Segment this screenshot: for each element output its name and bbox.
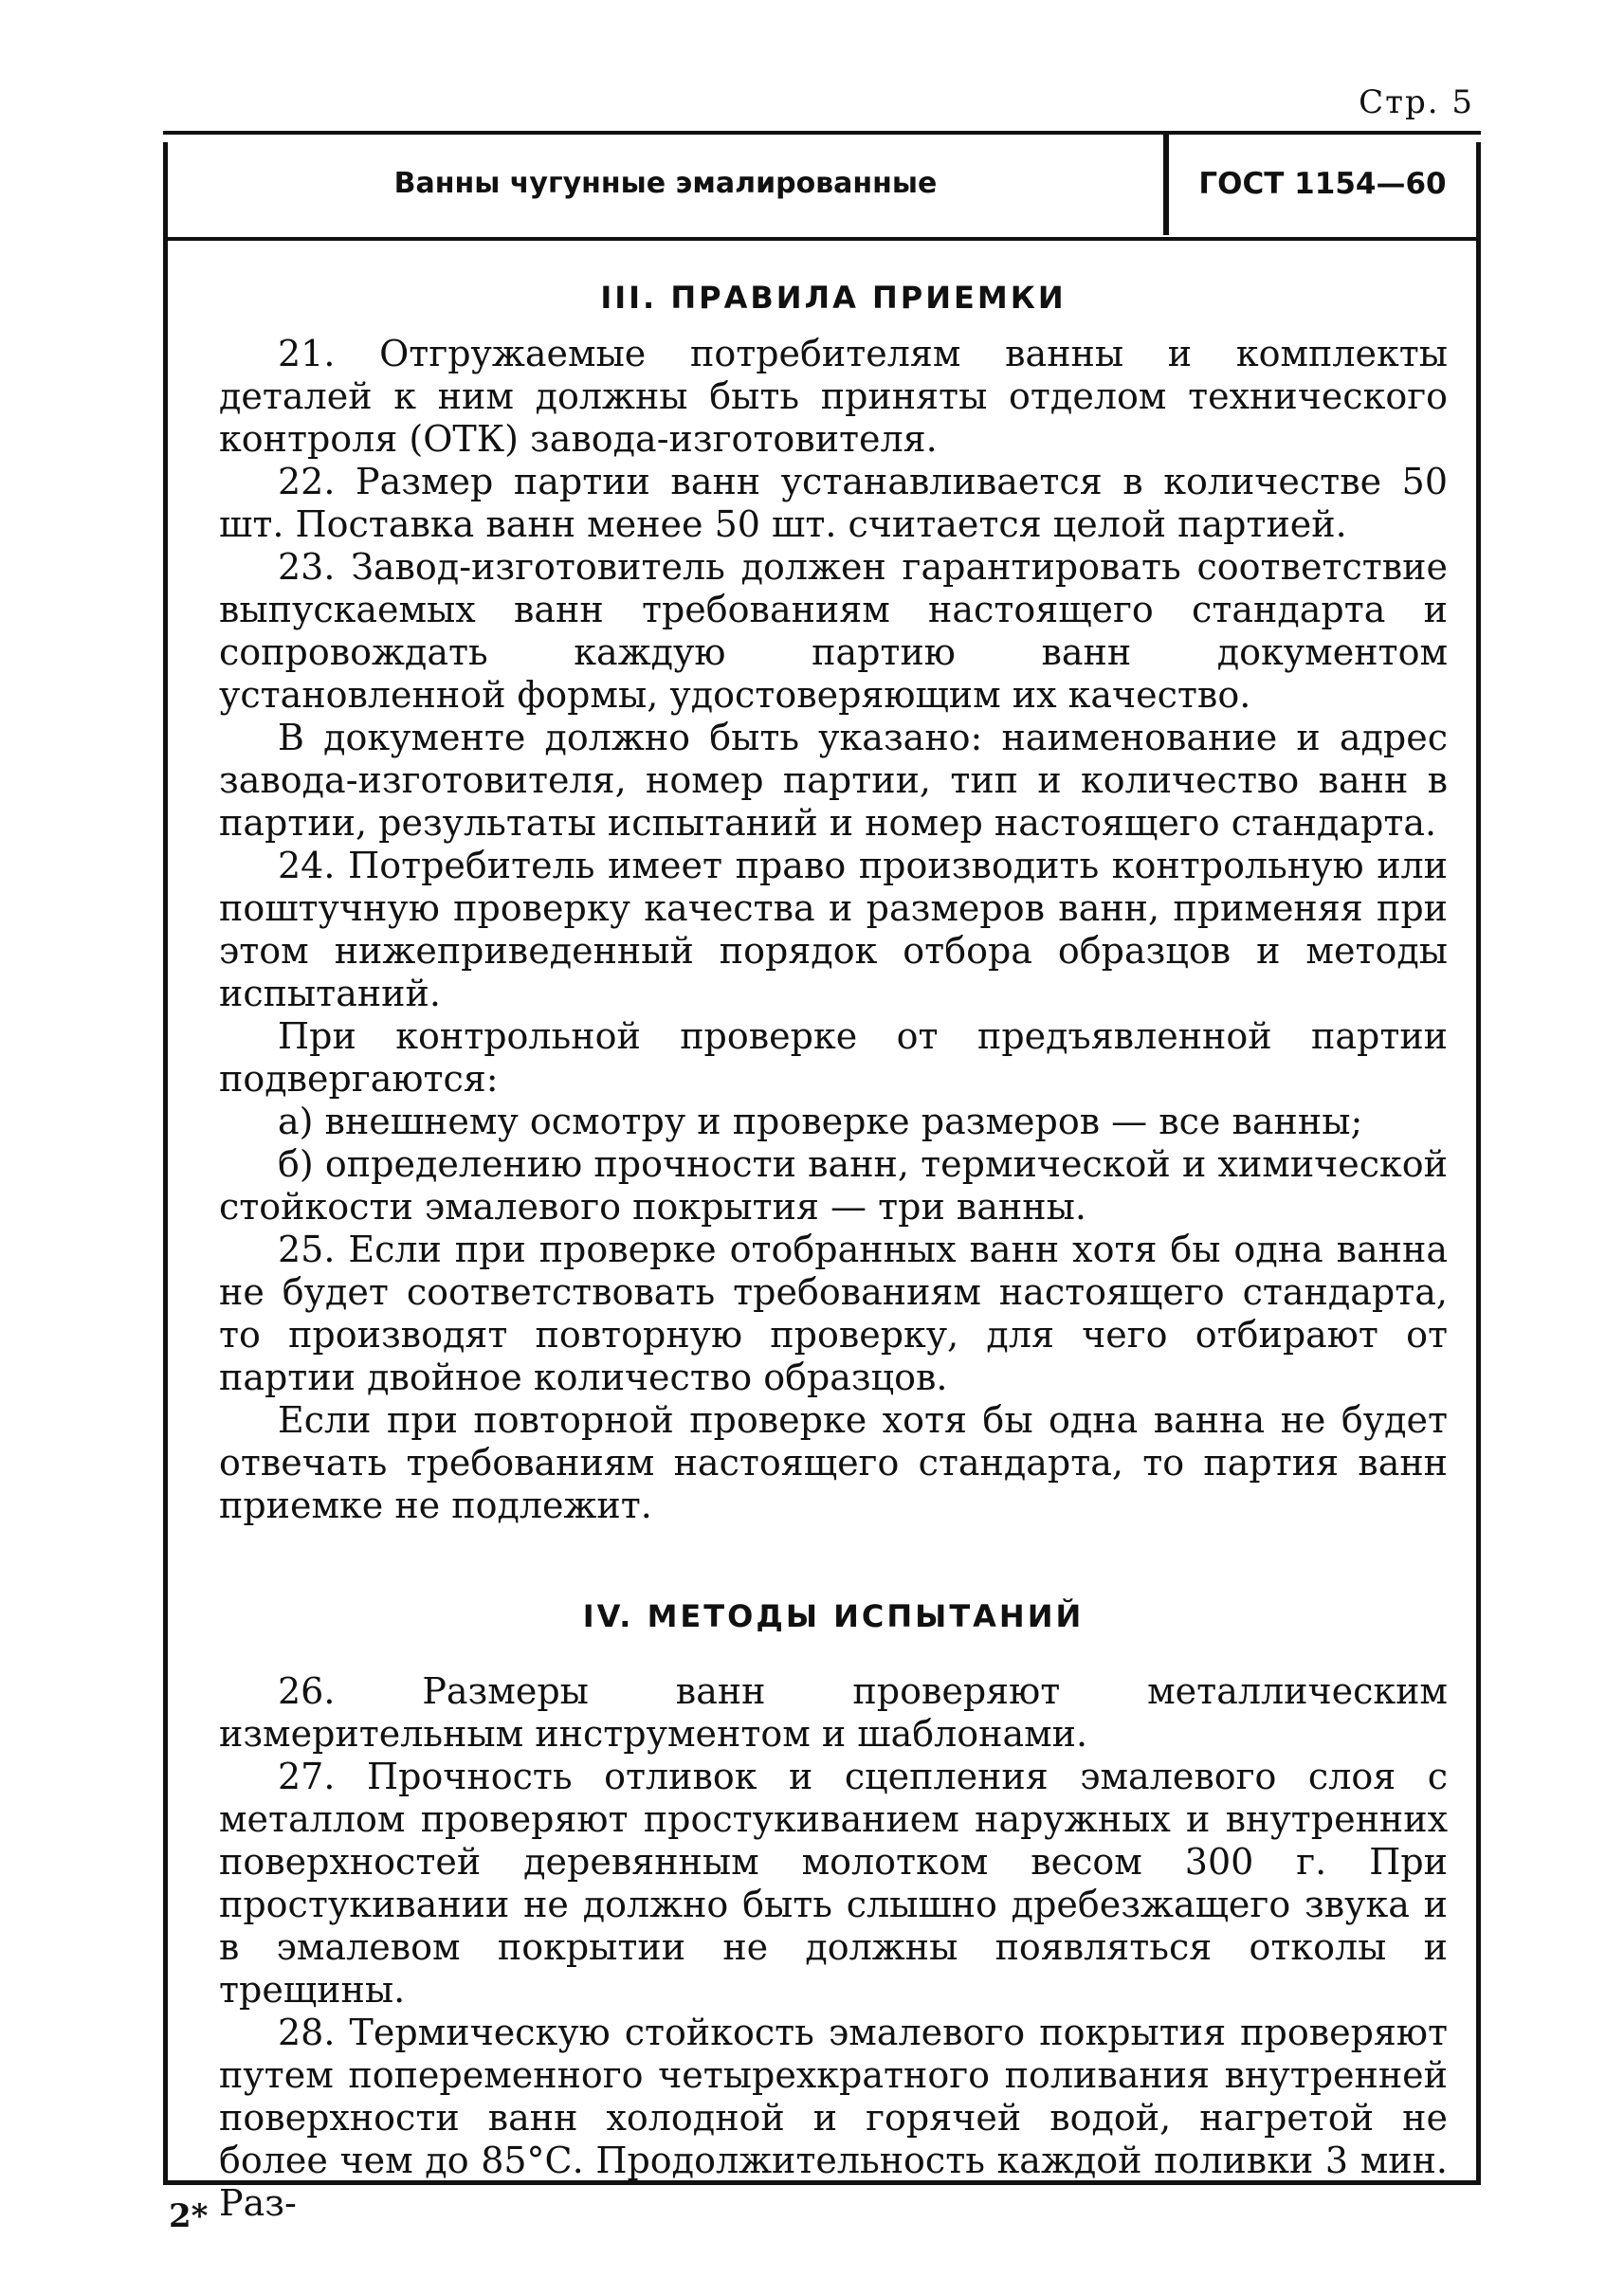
paragraph: 22. Размер партии ванн устанавливается в количестве 50 шт. Поставка ванн менее 50 шт. считается целой партией. [219, 461, 1448, 545]
list-item: б) определению прочности ванн, термической и химической стойкости эмалевого покрытия — три ванны. [219, 1143, 1448, 1228]
paragraph: 27. Прочность отливок и сцепления эмалевого слоя с металлом проверяют простукиванием наружных и внутренних поверхностей деревянным молотком весом 300 г. При простукивании не должно быть слышно дребезжащего звука и в эмалевом покрытии не должны появляться отколы и трещины. [219, 1756, 1448, 2011]
header-standard: ГОСТ 1154—60 [1198, 167, 1447, 201]
paragraph: 25. Если при проверке отобранных ванн хотя бы одна ванна не будет соответствовать требованиям настоящего стандарта, то производят повторную проверку, для чего отбирают от партии двойное количество образцов. [219, 1229, 1448, 1398]
section-title-test-methods: IV. МЕТОДЫ ИСПЫТАНИЙ [582, 1598, 1085, 1634]
page-frame [163, 142, 1481, 2224]
paragraph: 28. Термическую стойкость эмалевого покрытия проверяют путем попеременного четырехкратного поливания внутренней поверхности ванн холодной и горячей водой, нагретой не более чем до 85°С. Продолжительность каждой поливки 3 мин. Раз- [219, 2012, 1448, 2224]
section-title-acceptance: III. ПРАВИЛА ПРИЕМКИ [600, 280, 1067, 316]
paragraph: Если при повторной проверке хотя бы одна ванна не будет отвечать требованиям настоящего стандарта, то партия ванн приемке не подлежит. [219, 1399, 1448, 1526]
list-item: а) внешнему осмотру и проверке размеров — все ванны; [278, 1101, 1363, 1142]
document-body [219, 277, 1448, 2225]
paragraph: В документе должно быть указано: наименование и адрес завода-изготовителя, номер партии, тип и количество ванн в партии, результаты испытаний и номер настоящего стандарта. [219, 717, 1448, 844]
running-header [168, 142, 1476, 241]
paragraph: 24. Потребитель имеет право производить контрольную или поштучную проверку качества и размеров ванн, применяя при этом нижеприведенный порядок отбора образцов и методы испытаний. [219, 845, 1448, 1014]
signature-mark: 2* [169, 2197, 209, 2235]
paragraph: 21. Отгружаемые потребителям ванны и комплекты деталей к ним должны быть приняты отделом технического контроля (ОТК) завода-изготовителя. [219, 333, 1448, 460]
top-rule [163, 131, 1481, 135]
paragraph: 26. Размеры ванн проверяют металлическим измерительным инструментом и шаблонами. [219, 1670, 1448, 1755]
paragraph: 23. Завод-изготовитель должен гарантировать соответствие выпускаемых ванн требованиям настоящего стандарта и сопровождать каждую партию ванн документом установленной формы, удостоверяющим их качество. [219, 546, 1448, 716]
paragraph: При контрольной проверке от предъявленной партии подвергаются: [219, 1015, 1448, 1100]
header-title: Ванны чугунные эмалированные [393, 167, 938, 200]
page-number: Стр. 5 [1359, 83, 1474, 121]
